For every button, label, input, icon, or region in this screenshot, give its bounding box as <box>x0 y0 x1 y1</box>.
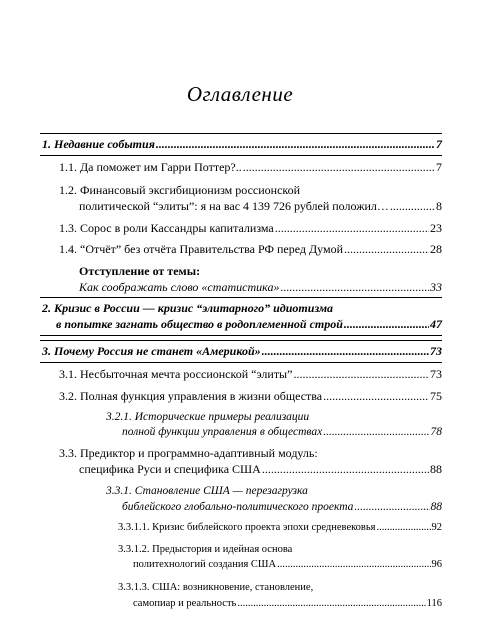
toc-entry-title: политической “элиты”: я на вас 4 139 726 рублей положил… <box>79 199 389 213</box>
toc-entry-3-2-1[interactable] <box>122 426 442 438</box>
toc-entry-3-3-1[interactable] <box>122 501 442 513</box>
toc-entry-title: Как соображать слово «статистика» <box>79 280 280 294</box>
leader-dots <box>156 137 435 152</box>
toc-entry-title: 1.4. “Отчёт” без отчёта Правительства РФ перед Думой <box>59 242 344 256</box>
toc-page-number: 28 <box>430 242 442 256</box>
leader-dots <box>275 221 429 236</box>
toc-page-number: 73 <box>430 344 442 358</box>
divider <box>40 297 442 298</box>
toc-entry-chapter-3[interactable] <box>42 344 442 359</box>
toc-page-number: 33 <box>430 280 442 294</box>
toc-entry-1-2-line1[interactable]: 1.2. Финансовый эксгибиционизм россионской <box>59 183 301 197</box>
toc-entry-title: специфика Руси и специфика США <box>79 462 261 476</box>
toc-page-number: 7 <box>436 137 442 151</box>
leader-dots <box>280 280 429 295</box>
leader-dots <box>237 598 425 609</box>
leader-dots <box>344 317 429 332</box>
leader-dots <box>293 367 429 382</box>
toc-entry-chapter-2[interactable] <box>56 317 442 332</box>
page-title: Оглавление <box>186 82 294 106</box>
toc-entry-title: полной функции управления в обществах <box>122 426 323 438</box>
toc-entry-3-3-line1[interactable]: 3.3. Предиктор и программно-адаптивный модуль: <box>59 446 318 460</box>
leader-dots <box>243 160 435 175</box>
toc-page-number: 7 <box>436 160 442 174</box>
toc-page-number: 23 <box>430 221 442 235</box>
toc-page-number: 78 <box>430 426 442 438</box>
toc-entry-3-3-1-1[interactable] <box>118 522 442 533</box>
toc-entry-3-3[interactable] <box>79 462 442 477</box>
divider <box>40 335 442 336</box>
toc-page-number: 116 <box>426 598 442 609</box>
toc-entry-1-3[interactable] <box>59 221 442 236</box>
toc-entry-1-4[interactable] <box>59 242 442 257</box>
leader-dots <box>262 462 429 477</box>
toc-page-number: 47 <box>430 317 442 331</box>
toc-entry-title: самопиар и реальность <box>133 598 237 609</box>
divider <box>40 340 442 341</box>
toc-entry-3-3-1-3[interactable] <box>133 598 442 609</box>
leader-dots <box>262 344 429 359</box>
toc-entry-title: 1.3. Сорос в роли Кассандры капитализма <box>59 221 274 235</box>
toc-entry-title: 1.1. Да поможет им Гарри Поттер?.. <box>59 160 242 174</box>
leader-dots <box>354 501 429 513</box>
toc-page-number: 75 <box>430 389 442 403</box>
toc-entry-3-1[interactable] <box>59 367 442 382</box>
leader-dots <box>323 389 429 404</box>
toc-page-number: 8 <box>436 199 442 213</box>
toc-entry-3-3-1-2[interactable] <box>133 559 442 570</box>
toc-entry-title: 3.3.1.1. Кризис библейского проекта эпохи средневековья <box>118 522 376 533</box>
toc-entry-title: политехнологий создания США <box>133 559 277 570</box>
toc-entry-title: в попытке загнать общество в родоплеменной строй <box>56 317 343 331</box>
toc-entry-title: библейского глобально-политического проекта <box>122 501 354 513</box>
toc-page-number: 73 <box>430 367 442 381</box>
toc-entry-1-2[interactable] <box>79 199 442 214</box>
leader-dots <box>344 242 429 257</box>
toc-entry-title: 3.1. Несбыточная мечта россионской “элиты” <box>59 367 293 381</box>
toc-entry-title: 3.2. Полная функция управления в жизни общества <box>59 389 323 403</box>
leader-dots <box>377 522 431 533</box>
toc-page-number: 88 <box>430 462 442 476</box>
toc-entry-chapter-2-line1[interactable]: 2. Кризис в России — кризис “элитарного” идиотизма <box>42 301 334 315</box>
toc-entry-3-3-1-line1[interactable]: 3.3.1. Становление США — перезагрузка <box>106 485 308 497</box>
divider <box>40 133 442 134</box>
toc-entry-title: 1. Недавние события <box>42 137 155 151</box>
leader-dots <box>390 199 435 214</box>
toc-entry-title: 3. Почему Россия не станет «Америкой» <box>42 344 261 358</box>
digression-heading: Отступление от темы: <box>79 264 201 278</box>
divider <box>40 362 442 363</box>
toc-page-number: 96 <box>431 559 442 570</box>
toc-entry-3-3-1-3-line1[interactable]: 3.3.1.3. США: возникновение, становление, <box>118 582 314 593</box>
toc-entry-3-2-1-line1[interactable]: 3.2.1. Исторические примеры реализации <box>106 411 310 423</box>
leader-dots <box>323 426 429 438</box>
toc-entry-digression[interactable] <box>79 280 442 295</box>
toc-entry-3-2[interactable] <box>59 389 442 404</box>
toc-page-number: 88 <box>430 501 442 513</box>
divider <box>40 155 442 156</box>
toc-entry-1-1[interactable] <box>59 160 442 175</box>
toc-entry-3-3-1-2-line1[interactable]: 3.3.1.2. Предыстория и идейная основа <box>118 544 293 555</box>
toc-entry-chapter-1[interactable] <box>42 137 442 152</box>
leader-dots <box>277 559 430 570</box>
toc-page-number: 92 <box>431 522 442 533</box>
